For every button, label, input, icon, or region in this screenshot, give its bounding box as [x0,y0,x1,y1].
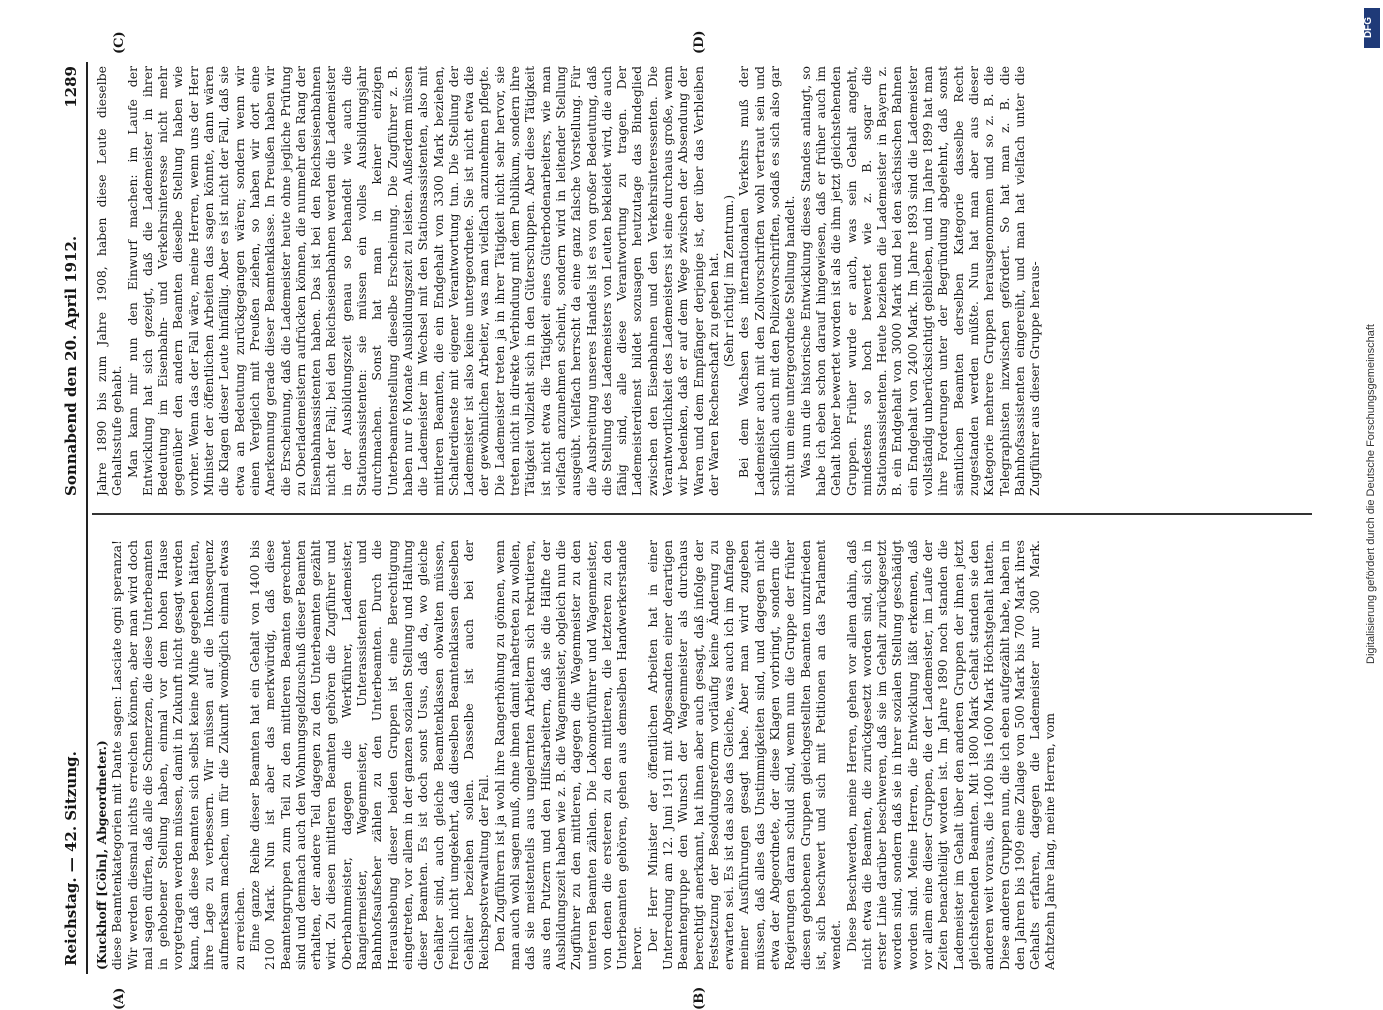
paragraph: Jahre 1890 bis zum Jahre 1908, haben diese Leute dieselbe Gehaltsstufe gehabt. [94,66,125,496]
column-divider [92,513,1312,515]
margin-mark-b: (B) [692,986,707,1010]
margin-mark-a: (A) [112,987,127,1010]
margin-mark-c: (C) [112,31,127,54]
page-number: 1289 [62,66,80,108]
paragraph: Den Zugführern ist ja wohl ihre Rangerhöhung zu gönnen, wenn man auch wohl sagen muß, ohne ihnen damit nahetreten zu wollen, daß sie meistenteils aus ungelernten Arbeitern sich rekrutieren, aus den Putzern und den Hilfsarbeitern, daß sie die Hälfte der Ausbildungszeit haben wie z. B. die Wagenmeister, obgleich nun die Zugführer zu den mittleren, dagegen die Wagenmeister zu den unteren Beamten zählen. Die Lokomotivführer und Wagenmeister, von denen die ersteren zu den mittleren, die letzteren zu den Unterbeamten gehören, gehen aus demselben Handwerkerstande hervor. [491,540,645,970]
interjection: (Sehr richtig! im Zentrum.) [721,194,737,368]
paragraph: Diese Beschwerden, meine Herren, gehen vor allem dahin, daß nicht etwa die Beamten, die zurückgesetzt worden sind, sich in erster Linie darüber beschweren, daß sie im Gehalt zurückgesetzt worden sind, sondern daß sie in ihrer sozialen Stellung geschädigt worden sind. Meine Herren, die Entwicklung läßt erkennen, daß vor allem eine dieser Gruppen, die der Lademeister, im Laufe der Zeiten benachteiligt worden ist. Im Jahre 1890 noch standen die Lademeister im Gehalt über den anderen Gruppen der ihnen jetzt gleichstehenden Beamten. Mit 1800 Mark Gehalt standen sie den anderen weit voraus, die 1400 bis 1600 Mark Höchstgehalt hatten. Diese anderen Gruppen nun, die ich eben aufgezählt habe, haben in den Jahren bis 1909 eine Zulage von 500 Mark bis 700 Mark ihres Gehalts erfahren, dagegen die Lademeister nur 300 Mark. Achtzehn Jahre lang, meine Herren, vom [843,540,1058,970]
paragraph: Eine ganze Reihe dieser Beamten hat ein Gehalt von 1400 bis 2100 Mark. Nun ist aber das merkwürdig, daß diese Beamtengruppen zum Teil zu den mittleren Beamten gerechnet sind und demnach auch den Wohnungsgeldzuschuß dieser Beamten erhalten, der andere Teil dagegen zu den Unterbeamten gezählt wird. Zu diesen mittleren Beamten gehören die Zugführer und Oberbahnmeister, dagegen die Werkführer, Lademeister, Rangiermeister, Wagenmeister, Unterassistenten und Bahnhofsaufseher zählen zu den Unterbeamten. Durch die Heraushebung dieser beiden Gruppen ist eine Berechtigung eingetreten, vor allem in der ganzen sozialen Stellung und Haltung dieser Beamten. Es ist doch sonst Usus, daß da, wo gleiche Gehälter sind, auch gleiche Beamtenklassen obwalten müssen, freilich nicht umgekehrt, daß dieselben Beamtenklassen dieselben Gehälter beziehen sollen. Dasselbe ist auch bei der Reichspostverwaltung der Fall. [246,540,492,970]
header-center: Sonnabend den 20. April 1912. [62,235,80,496]
digitization-credit: Digitalisierung gefördert durch die Deutsche Forschungsgemeinschaft [1365,324,1377,664]
paragraph: Was nun die historische Entwicklung dieses Standes anlangt, so habe ich eben schon darauf hingewiesen, daß er früher auch im Gehalt höher bewertet worden ist als die ihm jetzt gleichstehenden Gruppen. Früher wurde er auch, was sein Gehalt angeht, mindestens so hoch bewertet wie z. B. sogar die Stationsassistenten. Heute beziehen die Lademeister in Bayern z. B. ein Endgehalt von 3000 Mark und bei den sächsischen Bahnen ein Endgehalt von 2400 Mark. Im Jahre 1893 sind die Lademeister vollständig unberücksichtigt geblieben, und im Jahre 1899 hat man ihre Forderungen unter der Begründung abgelehnt, daß sonst sämtlichen Beamten derselben Kategorie dasselbe Recht zugestanden werden müßte. Nun hat man aber aus dieser Kategorie mehrere Gruppen herausgenommen und so z. B. die Telegraphisten inzwischen gefördert. So hat man z. B. die Bahnhofsassistenten eingereiht, und man hat vielfach unter die Zugführer aus dieser Gruppe heraus- [797,66,1043,496]
paragraph: Man kann mir nun den Einwurf machen: im Laufe der Entwicklung hat sich gezeigt, daß die Lademeister in ihrer Bedeutung im Eisenbahn- und Verkehrsinteresse nicht mehr gegenüber den andern Beamten dieselbe Stellung haben wie vorher. Wenn das der Fall wäre, meine Herren, wenn uns der Herr Minister der öffentlichen Arbeiten das sagen könnte, dann wären die Klagen dieser Leute hinfällig. Aber es ist nicht der Fall, daß sie etwa an Bedeutung zurückgegangen wären; sondern wenn wir einen Vergleich mit Preußen ziehen, so haben wir dort eine Anerkennung gerade dieser Beamtenklasse. In Preußen haben wir die Erscheinung, daß die Lademeister heute ohne jegliche Prüfung zu Oberlademeistern aufrücken können, die nunmehr den Rang der Eisenbahnassistenten haben. Das ist bei den Reichseisenbahnen nicht der Fall; bei den Reichseisenbahnen werden die Lademeister in der Ausbildungszeit genau so behandelt wie auch die Stationsassistenten: sie müssen ein volles Ausbildungsjahr durchmachen. Sonst hat man in keiner einzigen Unterbeamtenstellung dieselbe Erscheinung. Die Zugführer z. B. haben nur 6 Monate Ausbildungszeit zu leisten. Außerdem müssen die Lademeister im Wechsel mit den Stationsassistenten, also mit mittleren Beamten, die ein Endgehalt von 3300 Mark beziehen, Schalterdienste mit eigener Verantwortung tun. Die Stellung der Lademeister ist also keine untergeordnete. Sie ist nicht etwa die der gewöhnlichen Arbeiter, was man vielfach anzunehmen pflegte. Die Lademeister treten ja in ihrer Tätigkeit nicht sehr hervor, sie treten nicht in direkte Verbindung mit dem Publikum, sondern ihre Tätigkeit vollzieht sich in den Güterschuppen. Aber diese Tätigkeit ist nicht etwa die Tätigkeit eines Güterbodenarbeiters, wie man vielfach anzunehmen scheint, sondern wird in leitender Stellung ausgeübt. Vielfach herrscht da eine ganz falsche Vorstellung. Für die Ausbreitung unseres Handels ist es von großer Bedeutung, daß die Stellung des Lademeisters von Leuten bekleidet wird, die auch fähig sind, alle diese Verantwortung zu tragen. Der Lademeisterdienst bildet sozusagen heutzutage das Bindeglied zwischen den Eisenbahnen und den Verkehrsinteressenten. Die Verantwortlichkeit des Lademeisters ist eine durchaus große, wenn wir bedenken, daß er auf dem Wege zwischen der Absendung der Waren und dem Empfänger derjenige ist, der über das Verbleiben der Waren Rechenschaft zu geben hat. [124,66,721,496]
running-head [58,66,86,966]
paragraph: diese Beamtenkategorien mit Dante sagen: Lasciate ogni speranza! Wir werden diesmal nichts erreichen können, aber man wird doch mal sagen dürfen, daß alle die Schmerzen, die diese Unterbeamten in gehobener Stellung haben, einmal vor dem hohen Hause vorgetragen werden müssen, damit in Zukunft nicht gesagt werden kann, daß diese Beamten sich selbst keine Mühe gegeben hätten, ihre Lage zu verbessern. Wir müssen auf die Inkonsequenz aufmerksam machen, um für die Zukunft womöglich einmal etwas zu erreichen. [109,540,247,970]
header-rule [86,62,88,974]
right-column [94,66,1309,496]
speaker-line: (Kuckhoff [Cöln], Abgeordneter.) [94,740,109,970]
paragraph: Bei dem Wachsen des internationalen Verkehrs muß der Lademeister auch mit den Zollvorschriften wohl vertraut sein und schließlich auch mit den Polizeivorschriften, sodaß es sich also gar nicht um eine untergeordnete Stellung handelt. [736,66,798,496]
margin-mark-d: (D) [692,30,707,54]
left-column [94,540,1309,970]
header-left: Reichstag. — 42. Sitzung. [62,751,80,966]
rotated-page-content [52,30,1317,1010]
digitization-credit-strip [1361,0,1383,1000]
paragraph: Der Herr Minister der öffentlichen Arbeiten hat in einer Unterredung am 12. Juni 1911 mit Abgesandten einer derartigen Beamtengruppe den Wunsch der Wagenmeister als durchaus berechtigt anerkannt, hat ihnen aber auch gesagt, daß infolge der Festsetzung der Besoldungsreform vorläufig keine Änderung zu erwarten sei. Es ist das also das Gleiche, was auch ich im Anfange meiner Ausführungen gesagt habe. Aber man wird zugeben müssen, daß alles das Unstimmigkeiten sind, und dagegen nicht etwa der Abgeordnete, der diese Klagen vorbringt, sondern die Regierungen daran schuld sind, wenn nun die Gruppe der früher diesen gehobenen Gruppen gleichgestellten Beamten unzufrieden ist, sich beschwert und sich mit Petitionen an das Parlament wendet. [644,540,844,970]
dfg-logo-text: DFG [1363,16,1375,39]
